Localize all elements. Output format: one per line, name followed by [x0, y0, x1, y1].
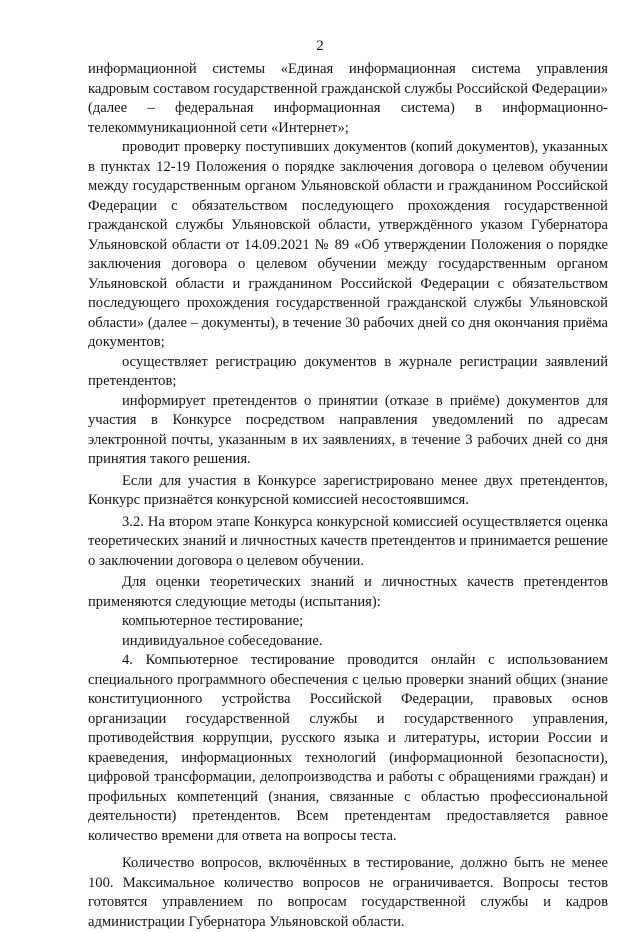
paragraph-evaluation-methods: Для оценки теоретических знаний и личностных качеств претендентов применяются следующие методы (испытания):: [88, 574, 608, 610]
paragraph-question-count: Количество вопросов, включённых в тестирование, должно быть не менее 100. Максимальное количество вопросов не ограничивается. Вопросы тестов готовятся управлением по вопросам государственной службы и кадров администрации Губернатора Ульяновской области.: [88, 855, 608, 930]
paragraph-registration: осуществляет регистрацию документов в журнале регистрации заявлений претендентов;: [88, 353, 608, 389]
paragraph-contest-failed: Если для участия в Конкурсе зарегистрировано менее двух претендентов, Конкурс признаётся конкурсной комиссией несостоявшимся.: [88, 472, 608, 508]
list-item-computer-testing: компьютерное тестирование;: [122, 613, 304, 629]
paragraph-computer-testing: 4. Компьютерное тестирование проводится онлайн с использованием специального программного обеспечения с целью проверки знаний общих (знание конституционного устройства Российской Федерации, правовых основ организации государственной службы и государственного управления, противодействия коррупции, русского языка и литературы, истории России и краеведения, информационных технологий (информационной безопасности), цифровой трансформации, делопроизводства и работы с обращениями граждан) и профильных компетенций (знания, связанные с областью профессиональной деятельности) претендентов. Всем претендентам предоставляется равное количество времени для ответа на вопросы теста.: [88, 652, 608, 844]
paragraph-federal-system-continuation: информационной системы «Единая информационная система управления кадровым составом государственной гражданской службы Российской Федерации» (далее – федеральная информационная система) в информационно-телекоммуникационной сети «Интернет»;: [88, 61, 608, 136]
page-number: 2: [316, 38, 324, 54]
list-item-interview: индивидуальное собеседование.: [122, 632, 323, 649]
paragraph-document-check: проводит проверку поступивших документов (копий документов), указанных в пунктах 12-19 Положения о порядке заключения договора о целевом обучении между государственным органом Ульяновской области и гражданином Российской Федерации с обязательством последующего прохождения государственной гражданской службы Ульяновской области, утверждённого указом Губернатора Ульяновской области от 14.09.2021 № 89 «Об утверждении Положения о порядке заключения договора о целевом обучении между государственным органом Ульяновской области и гражданином Российской Федерации с обязательством последующего прохождения государственной гражданской службы Ульяновской области» (далее – документы), в течение 30 рабочих дней со дня окончания приёма документов;: [88, 139, 608, 350]
paragraph-second-stage: 3.2. На втором этапе Конкурса конкурсной комиссией осуществляется оценка теоретических знаний и личностных качеств претендентов и принимается решение о заключении договора о целевом обучении.: [88, 513, 608, 569]
paragraph-notification: информирует претендентов о принятии (отказе в приёме) документов для участия в Конкурсе посредством направления уведомлений по адресам электронной почты, указанным в их заявлениях, в течение 3 рабочих дней со дня принятия такого решения.: [88, 392, 608, 467]
document-body: [88, 60, 608, 932]
